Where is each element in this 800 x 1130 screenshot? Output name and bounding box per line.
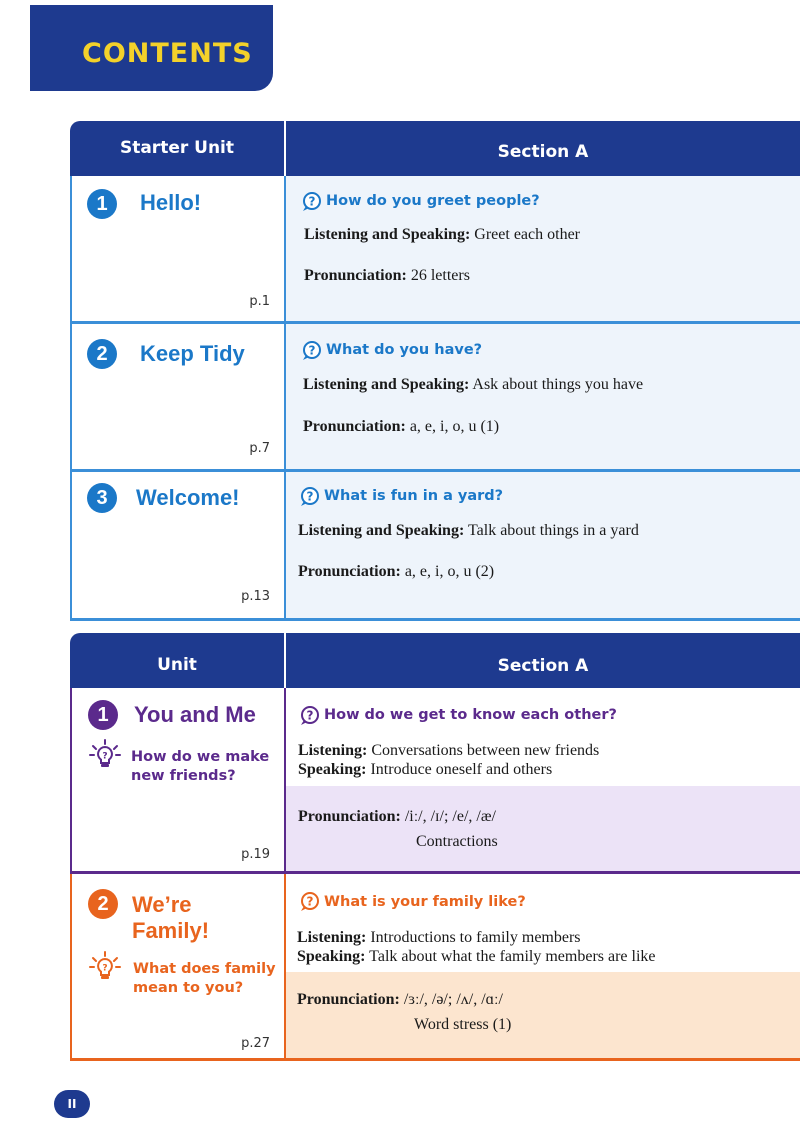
- starter-unit-table: [70, 121, 800, 621]
- pronunciation-line: [297, 991, 503, 1009]
- listening-speaking-text: Greet each other: [470, 226, 580, 243]
- listening-line: [298, 742, 599, 760]
- row-border: [70, 1058, 800, 1061]
- unit-row[interactable]: [70, 688, 800, 874]
- svg-text:?: ?: [102, 963, 108, 974]
- question-bubble-icon: [299, 487, 319, 507]
- unit-title: Welcome!: [136, 485, 240, 510]
- header-unit: Unit: [157, 655, 197, 675]
- pronunciation-text: a, e, i, o, u (2): [400, 563, 495, 580]
- header-section-a: Section A: [497, 656, 589, 676]
- speaking-text: Talk about what the family members are like: [365, 948, 656, 965]
- speaking-line: [297, 948, 656, 966]
- unit-number-badge: 3: [87, 483, 117, 513]
- question-bubble-icon: [299, 706, 319, 726]
- speaking-label: Speaking:: [298, 761, 367, 778]
- svg-text:?: ?: [306, 894, 314, 909]
- pronunciation-line: [298, 563, 494, 581]
- pronunciation-text: /ɜː/, /ə/; /ʌ/, /ɑː/: [399, 991, 503, 1008]
- header-starter-unit: Starter Unit: [119, 138, 235, 158]
- unit-cell: [70, 176, 284, 324]
- section-a-cell: [286, 324, 800, 472]
- unit-title-line-1: We’re: [132, 892, 192, 917]
- page-number-badge: II: [54, 1090, 90, 1118]
- pronunciation-label: Pronunciation:: [298, 808, 401, 825]
- listening-speaking-line: [298, 522, 639, 540]
- unit-number-badge: 2: [88, 889, 118, 919]
- listening-line: [297, 929, 581, 947]
- speaking-label: Speaking:: [297, 948, 366, 965]
- listening-label: Listening:: [298, 742, 368, 759]
- unit-number-badge: 1: [87, 189, 117, 219]
- pronunciation-subline: Word stress (1): [414, 1016, 512, 1033]
- pronunciation-line: [304, 267, 470, 285]
- question-bubble-icon: [301, 192, 321, 212]
- listening-text: Introductions to family members: [366, 929, 581, 946]
- pronunciation-band: [286, 786, 800, 872]
- page-reference: p.27: [241, 1036, 270, 1051]
- unit-number-badge: 1: [88, 700, 118, 730]
- starter-unit-row[interactable]: [70, 472, 800, 621]
- section-question: What is fun in a yard?: [324, 488, 504, 504]
- pronunciation-line: [303, 418, 499, 436]
- pronunciation-label: Pronunciation:: [304, 267, 407, 284]
- svg-text:?: ?: [306, 708, 314, 723]
- listening-label: Listening:: [297, 929, 367, 946]
- unit-cell: [70, 324, 284, 472]
- unit-cell: [70, 688, 284, 874]
- big-question: What does family mean to you?: [133, 961, 276, 996]
- unit-title: [132, 892, 209, 944]
- listening-speaking-text: Ask about things you have: [469, 376, 644, 393]
- speaking-text: Introduce oneself and others: [366, 761, 553, 778]
- section-question: What is your family like?: [324, 894, 526, 910]
- question-bubble-icon: [299, 892, 319, 912]
- listening-speaking-text: Talk about things in a yard: [464, 522, 639, 539]
- page-title: CONTENTS: [82, 38, 253, 69]
- section-a-cell: [286, 176, 800, 324]
- listening-speaking-line: [303, 376, 643, 394]
- page-reference: p.13: [241, 589, 270, 604]
- unit-title: Hello!: [140, 190, 202, 215]
- section-a-cell: [286, 874, 800, 1061]
- lightbulb-question-icon: [88, 738, 122, 772]
- row-border: [70, 618, 800, 621]
- unit-title: Keep Tidy: [140, 341, 245, 366]
- unit-row[interactable]: [70, 874, 800, 1061]
- svg-text:?: ?: [306, 489, 314, 504]
- listening-speaking-label: Listening and Speaking:: [298, 522, 465, 539]
- pronunciation-band: [286, 972, 800, 1058]
- table-header: [70, 121, 800, 176]
- table-header: [70, 633, 800, 688]
- unit-cell: [70, 472, 284, 621]
- unit-title-line-2: Family!: [132, 918, 210, 943]
- listening-speaking-label: Listening and Speaking:: [303, 376, 470, 393]
- pronunciation-label: Pronunciation:: [303, 418, 406, 435]
- pronunciation-label: Pronunciation:: [298, 563, 401, 580]
- svg-text:?: ?: [308, 194, 316, 209]
- unit-title: You and Me: [134, 702, 256, 727]
- unit-table: [70, 633, 800, 1061]
- lightbulb-question-icon: [88, 950, 122, 984]
- listening-speaking-line: [304, 226, 580, 244]
- speaking-line: [298, 761, 552, 779]
- unit-cell: [70, 874, 284, 1061]
- question-bubble-icon: [301, 341, 321, 361]
- unit-number-badge: 2: [87, 339, 117, 369]
- pronunciation-label: Pronunciation:: [297, 991, 400, 1008]
- page-reference: p.7: [249, 441, 270, 456]
- section-question: How do we get to know each other?: [324, 707, 617, 723]
- section-question: How do you greet people?: [326, 193, 540, 209]
- listening-speaking-label: Listening and Speaking:: [304, 226, 471, 243]
- pronunciation-text: 26 letters: [406, 267, 470, 284]
- page-reference: p.1: [249, 294, 270, 309]
- starter-unit-row[interactable]: [70, 324, 800, 472]
- pronunciation-text: a, e, i, o, u (1): [405, 418, 500, 435]
- big-question: How do we make new friends?: [131, 749, 270, 784]
- page-reference: p.19: [241, 847, 270, 862]
- starter-unit-row[interactable]: [70, 176, 800, 324]
- svg-text:?: ?: [102, 751, 108, 762]
- pronunciation-line: [298, 808, 496, 826]
- section-question: What do you have?: [326, 342, 483, 358]
- section-a-cell: [286, 688, 800, 874]
- listening-text: Conversations between new friends: [367, 742, 600, 759]
- pronunciation-text: /iː/, /ɪ/; /e/, /æ/: [400, 808, 496, 825]
- header-section-a: Section A: [497, 142, 589, 162]
- pronunciation-subline: Contractions: [416, 833, 498, 850]
- svg-text:?: ?: [308, 343, 316, 358]
- section-a-cell: [286, 472, 800, 621]
